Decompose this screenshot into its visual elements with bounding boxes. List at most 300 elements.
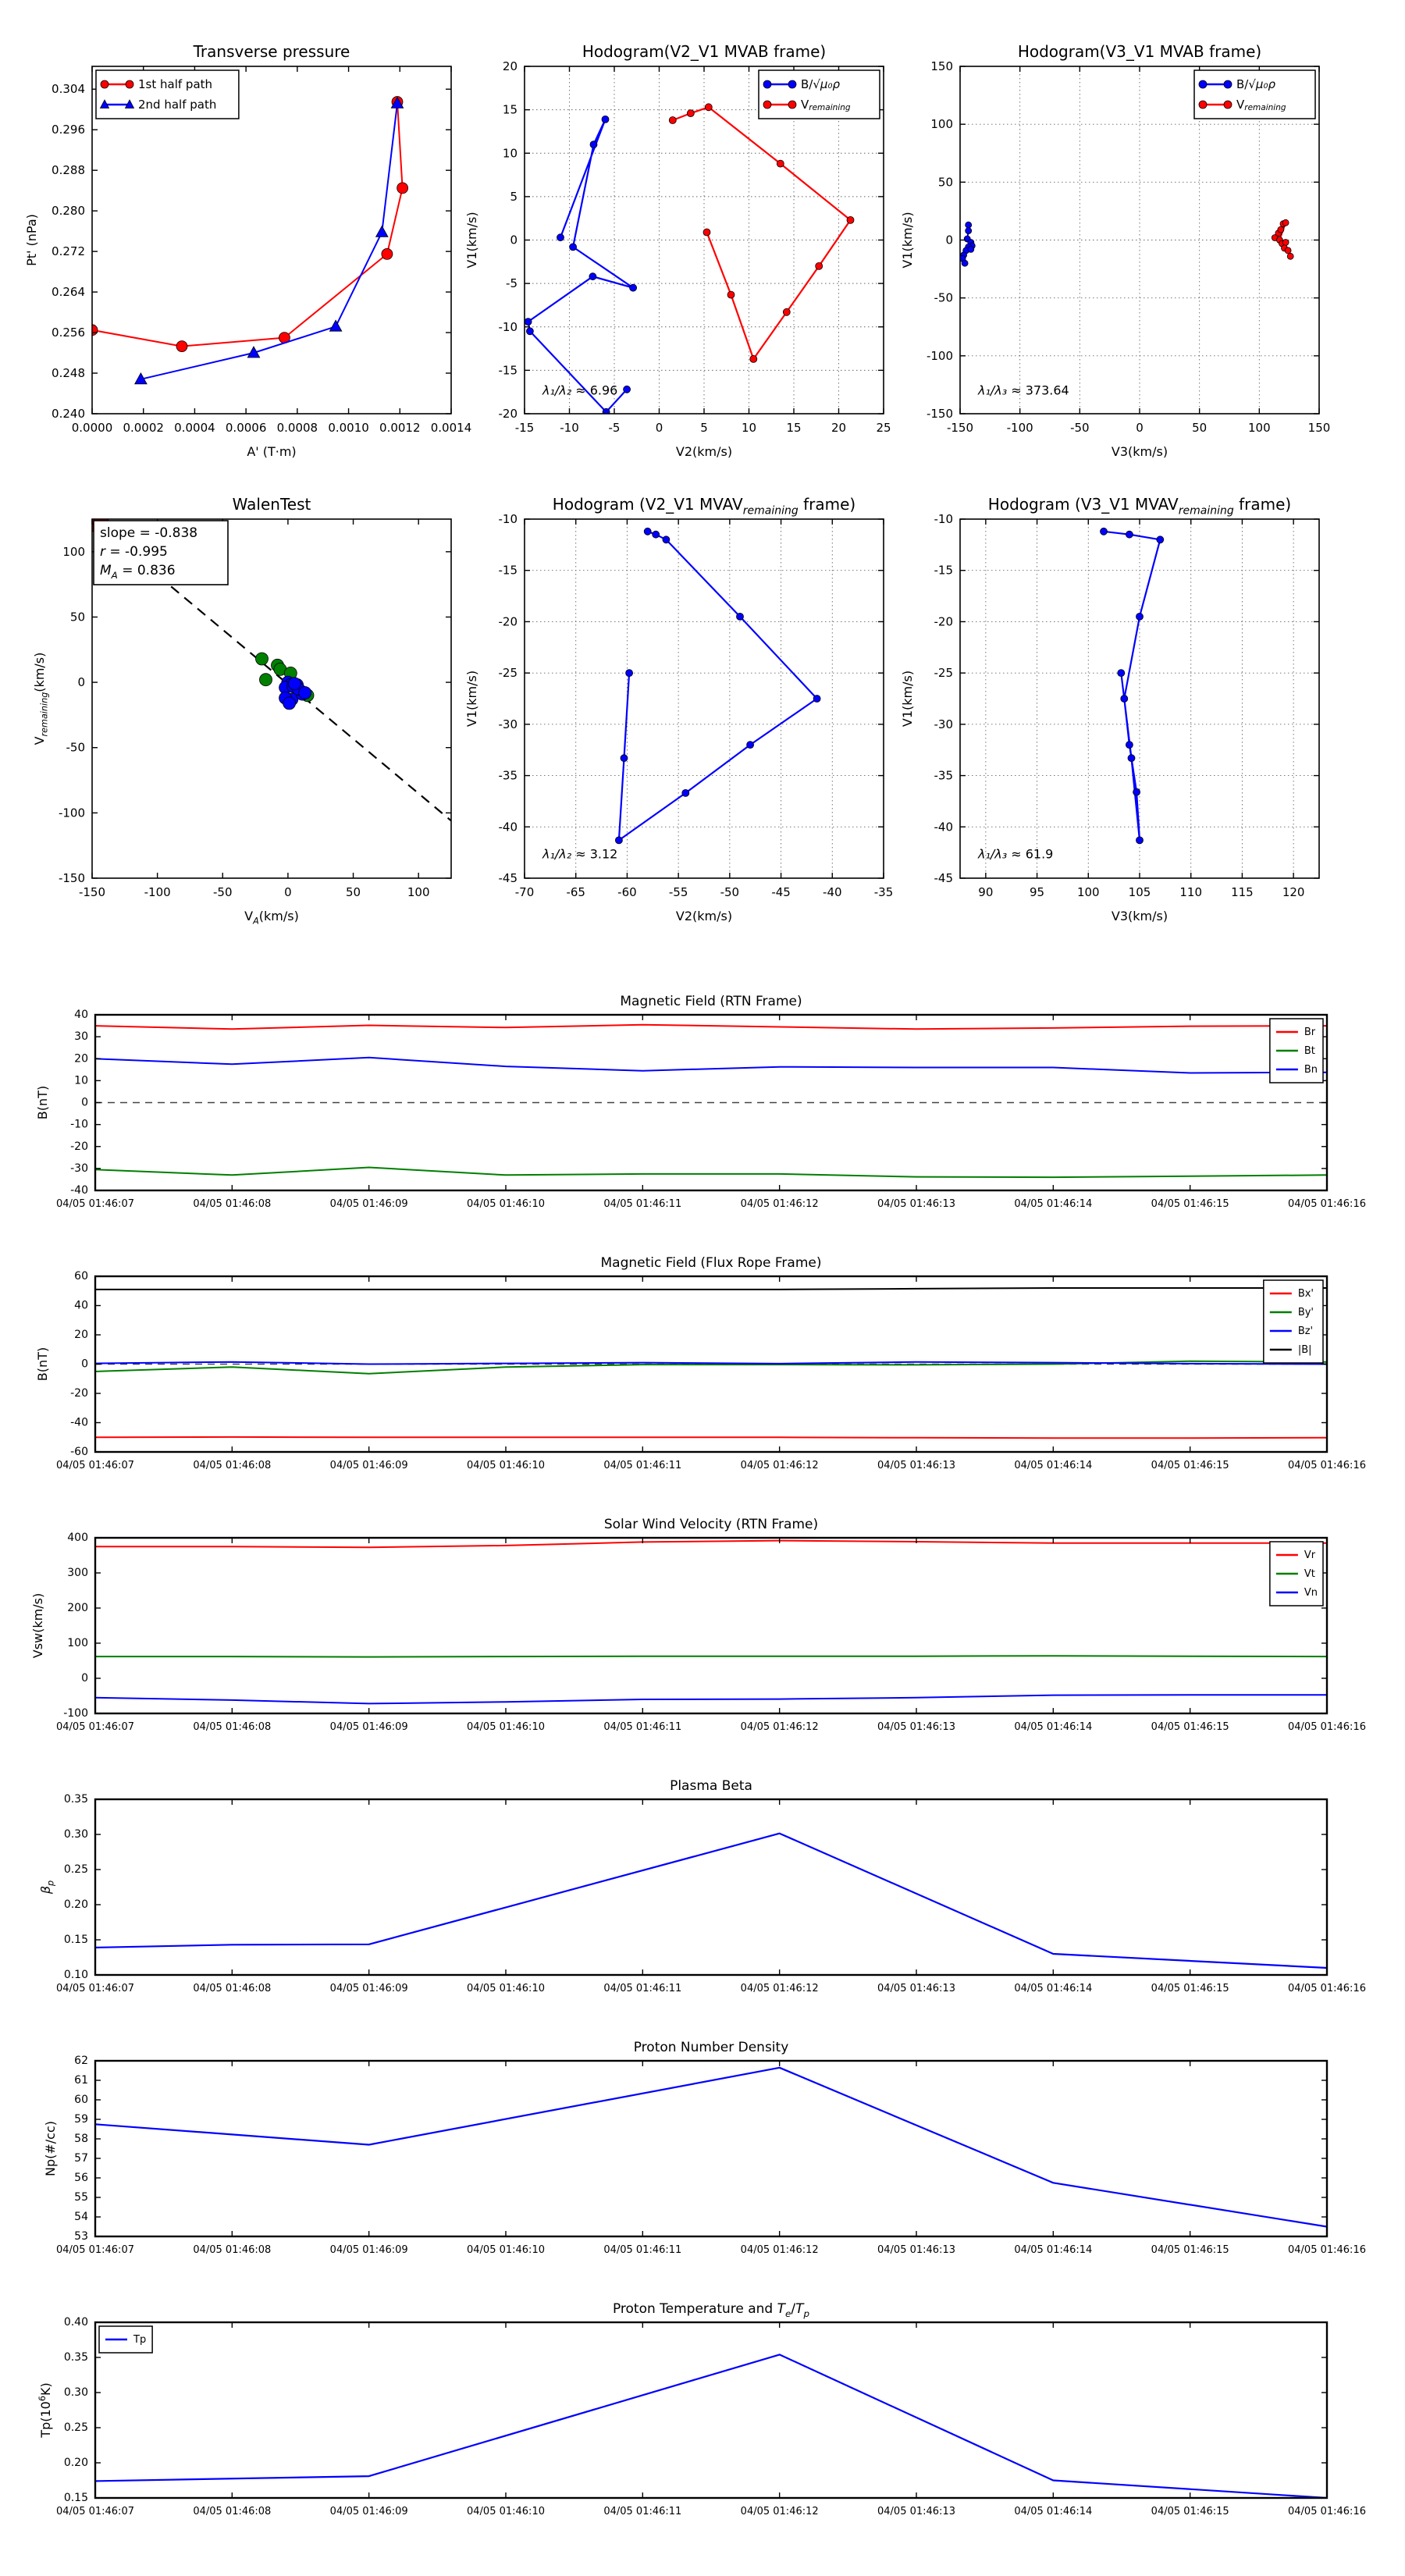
svg-text:|B|: |B| bbox=[1297, 1343, 1312, 1356]
hodogram-v2v1-mvab-series-b-over-sqrt-mu0rho bbox=[525, 116, 637, 415]
solar-wind-velocity-legend bbox=[1270, 1542, 1323, 1606]
hodogram-v3v1-mvab-title: Hodogram(V3_V1 MVAB frame) bbox=[1017, 42, 1262, 61]
svg-text:04/05 01:46:11: 04/05 01:46:11 bbox=[603, 1721, 682, 1733]
svg-text:r = -0.995: r = -0.995 bbox=[100, 544, 168, 560]
proton-temperature-axes-box bbox=[95, 2322, 1327, 2498]
hodogram-v2v1-mvab-plot bbox=[464, 42, 891, 459]
walen-test-ylabel: $V_{remaining}(km/s)$ bbox=[32, 652, 50, 745]
svg-text:100: 100 bbox=[407, 885, 430, 899]
proton-temperature-title: Proton Temperature and $T_e/T_p$ bbox=[612, 2301, 810, 2319]
svg-text:30: 30 bbox=[74, 1030, 88, 1044]
plasma-beta-ylabel: $\beta_p$ bbox=[38, 1880, 56, 1895]
svg-text:04/05 01:46:12: 04/05 01:46:12 bbox=[740, 1721, 819, 1733]
svg-text:04/05 01:46:11: 04/05 01:46:11 bbox=[603, 1198, 682, 1210]
svg-text:04/05 01:46:09: 04/05 01:46:09 bbox=[329, 1721, 408, 1733]
svg-text:0: 0 bbox=[77, 675, 85, 690]
svg-text:150: 150 bbox=[1307, 421, 1331, 435]
svg-text:10: 10 bbox=[741, 421, 757, 435]
magnetic-field-fluxrope-series-B-magnitude bbox=[95, 1288, 1327, 1290]
svg-text:0.20: 0.20 bbox=[63, 1898, 88, 1911]
svg-text:100: 100 bbox=[67, 1637, 88, 1649]
svg-text:04/05 01:46:13: 04/05 01:46:13 bbox=[877, 2506, 955, 2517]
magnetic-field-rtn-plot bbox=[35, 994, 1366, 1210]
hodogram-v3v1-mvab-plot bbox=[900, 42, 1330, 459]
svg-text:04/05 01:46:07: 04/05 01:46:07 bbox=[56, 2244, 134, 2256]
svg-text:04/05 01:46:14: 04/05 01:46:14 bbox=[1014, 1460, 1093, 1471]
hodogram-v3v1-mvav-series-velocity-path bbox=[1101, 528, 1164, 844]
svg-text:04/05 01:46:08: 04/05 01:46:08 bbox=[193, 2506, 272, 2517]
svg-text:-60: -60 bbox=[70, 1446, 88, 1458]
transverse-pressure-ylabel: Pt' (nPa) bbox=[24, 214, 39, 266]
proton-number-density-ticks bbox=[56, 2055, 1366, 2256]
svg-text:-20: -20 bbox=[934, 614, 953, 629]
magnetic-field-rtn-ticks bbox=[56, 1009, 1366, 1210]
svg-text:04/05 01:46:07: 04/05 01:46:07 bbox=[56, 1983, 134, 1994]
svg-text:04/05 01:46:10: 04/05 01:46:10 bbox=[467, 2244, 545, 2256]
svg-text:04/05 01:46:15: 04/05 01:46:15 bbox=[1151, 1460, 1229, 1471]
svg-text:60: 60 bbox=[74, 1270, 88, 1283]
svg-text:04/05 01:46:14: 04/05 01:46:14 bbox=[1014, 1721, 1093, 1733]
hodogram-v3v1-mvav-annotation: λ₁/λ₃ ≈ 61.9 bbox=[978, 846, 1054, 862]
svg-text:60: 60 bbox=[74, 2094, 88, 2106]
svg-text:04/05 01:46:15: 04/05 01:46:15 bbox=[1151, 1198, 1229, 1210]
svg-text:04/05 01:46:14: 04/05 01:46:14 bbox=[1014, 1983, 1093, 1994]
magnetic-field-fluxrope-ylabel: B(nT) bbox=[35, 1347, 50, 1382]
svg-text:0: 0 bbox=[510, 233, 518, 247]
hodogram-v3v1-mvab-annotation: λ₁/λ₃ ≈ 373.64 bbox=[978, 382, 1069, 398]
svg-text:04/05 01:46:13: 04/05 01:46:13 bbox=[877, 1721, 955, 1733]
svg-text:20: 20 bbox=[74, 1329, 88, 1341]
svg-text:0.0000: 0.0000 bbox=[71, 421, 113, 435]
svg-text:-35: -35 bbox=[934, 768, 953, 783]
svg-text:-45: -45 bbox=[934, 871, 953, 885]
svg-text:04/05 01:46:15: 04/05 01:46:15 bbox=[1151, 1721, 1229, 1733]
svg-text:0.240: 0.240 bbox=[52, 407, 85, 421]
svg-text:-60: -60 bbox=[617, 885, 637, 899]
svg-text:-10: -10 bbox=[498, 512, 518, 526]
svg-text:-100: -100 bbox=[144, 885, 171, 899]
svg-text:04/05 01:46:09: 04/05 01:46:09 bbox=[329, 1460, 408, 1471]
svg-text:By': By' bbox=[1297, 1306, 1314, 1318]
svg-text:-45: -45 bbox=[771, 885, 791, 899]
svg-text:-50: -50 bbox=[1070, 421, 1090, 435]
hodogram-v2v1-mvav-grid bbox=[525, 519, 884, 878]
hodogram-v2v1-mvav-plot bbox=[464, 495, 893, 923]
magnetic-field-rtn-ylabel: B(nT) bbox=[35, 1085, 50, 1120]
svg-text:-5: -5 bbox=[506, 276, 518, 291]
walen-test-plot bbox=[32, 495, 451, 927]
svg-text:04/05 01:46:12: 04/05 01:46:12 bbox=[740, 1198, 819, 1210]
svg-text:04/05 01:46:14: 04/05 01:46:14 bbox=[1014, 1198, 1093, 1210]
svg-text:120: 120 bbox=[1282, 885, 1305, 899]
svg-text:04/05 01:46:07: 04/05 01:46:07 bbox=[56, 1721, 134, 1733]
svg-text:-150: -150 bbox=[78, 885, 106, 899]
hodogram-v3v1-mvab-ylabel: V1(km/s) bbox=[900, 212, 915, 269]
svg-text:04/05 01:46:08: 04/05 01:46:08 bbox=[193, 1983, 272, 1994]
plasma-beta-ticks bbox=[56, 1793, 1366, 1994]
svg-text:0.0012: 0.0012 bbox=[379, 421, 421, 435]
svg-text:50: 50 bbox=[345, 885, 361, 899]
svg-text:-30: -30 bbox=[934, 717, 953, 731]
svg-text:0: 0 bbox=[81, 1357, 88, 1371]
solar-wind-velocity-ylabel: Vsw(km/s) bbox=[30, 1592, 45, 1659]
svg-text:54: 54 bbox=[74, 2211, 88, 2223]
svg-text:2nd half path: 2nd half path bbox=[138, 98, 217, 112]
solar-wind-velocity-title: Solar Wind Velocity (RTN Frame) bbox=[603, 1517, 819, 1532]
svg-text:04/05 01:46:09: 04/05 01:46:09 bbox=[329, 1198, 408, 1210]
hodogram-v2v1-mvav-annotation: λ₁/λ₂ ≈ 3.12 bbox=[542, 846, 618, 862]
svg-text:10: 10 bbox=[74, 1074, 88, 1087]
svg-text:04/05 01:46:09: 04/05 01:46:09 bbox=[329, 2244, 408, 2256]
hodogram-v2v1-mvab-legend bbox=[759, 70, 880, 119]
svg-text:-35: -35 bbox=[498, 768, 518, 783]
svg-text:-40: -40 bbox=[823, 885, 842, 899]
svg-text:62: 62 bbox=[74, 2055, 88, 2067]
svg-text:-10: -10 bbox=[498, 319, 518, 334]
hodogram-v2v1-mvav-axes-box bbox=[525, 519, 884, 878]
svg-text:-15: -15 bbox=[498, 563, 518, 578]
svg-text:0.248: 0.248 bbox=[52, 366, 85, 381]
walen-test-stats-box bbox=[94, 521, 228, 585]
hodogram-v2v1-mvab-title: Hodogram(V2_V1 MVAB frame) bbox=[582, 42, 827, 61]
svg-text:04/05 01:46:11: 04/05 01:46:11 bbox=[603, 1983, 682, 1994]
transverse-pressure-ticks bbox=[52, 66, 471, 435]
solar-wind-velocity-plot bbox=[30, 1517, 1366, 1733]
svg-text:0.0002: 0.0002 bbox=[123, 421, 164, 435]
svg-text:0.20: 0.20 bbox=[63, 2457, 88, 2469]
svg-text:Bt: Bt bbox=[1304, 1044, 1315, 1057]
svg-text:Vn: Vn bbox=[1304, 1586, 1318, 1599]
svg-text:58: 58 bbox=[74, 2133, 88, 2145]
svg-text:0.10: 0.10 bbox=[63, 1969, 88, 1981]
proton-temperature-series-Tp bbox=[95, 2354, 1327, 2498]
svg-text:-20: -20 bbox=[70, 1387, 88, 1400]
svg-text:50: 50 bbox=[1192, 421, 1208, 435]
svg-text:Br: Br bbox=[1304, 1026, 1316, 1038]
svg-text:100: 100 bbox=[1076, 885, 1100, 899]
svg-text:20: 20 bbox=[831, 421, 847, 435]
svg-text:04/05 01:46:10: 04/05 01:46:10 bbox=[467, 1721, 545, 1733]
svg-text:110: 110 bbox=[1179, 885, 1203, 899]
svg-text:-40: -40 bbox=[70, 1184, 88, 1197]
svg-text:04/05 01:46:07: 04/05 01:46:07 bbox=[56, 2506, 134, 2517]
svg-text:0.280: 0.280 bbox=[52, 204, 85, 219]
svg-text:-150: -150 bbox=[58, 871, 85, 885]
svg-text:56: 56 bbox=[74, 2172, 88, 2184]
svg-text:04/05 01:46:11: 04/05 01:46:11 bbox=[603, 2244, 682, 2256]
svg-text:-100: -100 bbox=[63, 1707, 88, 1720]
magnetic-field-fluxrope-title: Magnetic Field (Flux Rope Frame) bbox=[600, 1255, 822, 1271]
svg-text:04/05 01:46:10: 04/05 01:46:10 bbox=[467, 1460, 545, 1471]
svg-text:0.0010: 0.0010 bbox=[328, 421, 369, 435]
svg-text:-30: -30 bbox=[70, 1162, 88, 1175]
svg-text:04/05 01:46:13: 04/05 01:46:13 bbox=[877, 2244, 955, 2256]
svg-text:Vremaining: $V_{remaining}$ bbox=[801, 98, 851, 113]
svg-text:0.0004: 0.0004 bbox=[174, 421, 215, 435]
proton-number-density-ylabel: Np(#/cc) bbox=[43, 2121, 58, 2176]
hodogram-v3v1-mvab-series-v-remaining bbox=[1272, 219, 1293, 259]
svg-text:-40: -40 bbox=[70, 1416, 88, 1429]
solar-wind-velocity-ticks bbox=[56, 1532, 1366, 1733]
hodogram-v3v1-mvav-xlabel: V3(km/s) bbox=[1111, 909, 1168, 923]
svg-text:04/05 01:46:16: 04/05 01:46:16 bbox=[1288, 2244, 1366, 2256]
hodogram-v2v1-mvab-annotation: λ₁/λ₂ ≈ 6.96 bbox=[542, 382, 618, 398]
svg-text:-45: -45 bbox=[498, 871, 518, 885]
svg-text:04/05 01:46:08: 04/05 01:46:08 bbox=[193, 1460, 272, 1471]
magnetic-field-fluxrope-ticks bbox=[56, 1270, 1366, 1471]
proton-number-density-axes-box bbox=[95, 2061, 1327, 2236]
svg-text:5: 5 bbox=[510, 189, 518, 204]
svg-text:-40: -40 bbox=[498, 820, 518, 834]
svg-text:55: 55 bbox=[74, 2191, 88, 2204]
svg-text:0: 0 bbox=[945, 233, 953, 247]
svg-text:-65: -65 bbox=[566, 885, 585, 899]
svg-text:300: 300 bbox=[67, 1567, 88, 1579]
svg-text:0.296: 0.296 bbox=[52, 123, 85, 137]
svg-text:0.288: 0.288 bbox=[52, 163, 85, 178]
svg-text:-50: -50 bbox=[213, 885, 233, 899]
transverse-pressure-series-2nd-half-path bbox=[135, 97, 404, 383]
walen-test-title: WalenTest bbox=[232, 495, 311, 514]
proton-temperature-plot bbox=[37, 2301, 1366, 2517]
hodogram-v3v1-mvab-series-b-over-sqrt-mu0rho bbox=[959, 222, 975, 266]
svg-text:04/05 01:46:16: 04/05 01:46:16 bbox=[1288, 1983, 1366, 1994]
transverse-pressure-title: Transverse pressure bbox=[193, 42, 350, 61]
svg-text:04/05 01:46:14: 04/05 01:46:14 bbox=[1014, 2244, 1093, 2256]
svg-text:-40: -40 bbox=[934, 820, 953, 834]
svg-text:Tp: Tp bbox=[133, 2333, 147, 2346]
svg-text:-15: -15 bbox=[514, 421, 535, 435]
proton-number-density-title: Proton Number Density bbox=[633, 2040, 789, 2055]
solar-wind-velocity-series-Vn bbox=[95, 1695, 1327, 1703]
svg-text:04/05 01:46:12: 04/05 01:46:12 bbox=[740, 1460, 819, 1471]
svg-text:59: 59 bbox=[74, 2113, 88, 2126]
svg-text:57: 57 bbox=[74, 2152, 88, 2165]
svg-text:-50: -50 bbox=[66, 740, 85, 755]
hodogram-v2v1-mvab-ylabel: V1(km/s) bbox=[464, 212, 479, 269]
hodogram-v3v1-mvav-plot bbox=[900, 495, 1319, 923]
svg-text:-5: -5 bbox=[608, 421, 621, 435]
svg-text:-10: -10 bbox=[560, 421, 579, 435]
svg-text:04/05 01:46:16: 04/05 01:46:16 bbox=[1288, 1721, 1366, 1733]
hodogram-v2v1-mvab-xlabel: V2(km/s) bbox=[675, 444, 733, 459]
svg-text:-10: -10 bbox=[70, 1118, 88, 1131]
svg-text:-50: -50 bbox=[934, 290, 953, 305]
hodogram-v2v1-mvav-ylabel: V1(km/s) bbox=[464, 670, 479, 728]
transverse-pressure-plot bbox=[24, 42, 471, 459]
svg-text:slope = -0.838: slope = -0.838 bbox=[100, 525, 198, 541]
svg-text:-70: -70 bbox=[514, 885, 535, 899]
hodogram-v2v1-mvav-title: Hodogram (V2_V1 $MVAV_{remaining}$ frame) bbox=[552, 495, 856, 518]
plasma-beta-title: Plasma Beta bbox=[670, 1778, 752, 1794]
svg-text:0.40: 0.40 bbox=[63, 2316, 88, 2329]
svg-text:04/05 01:46:16: 04/05 01:46:16 bbox=[1288, 1198, 1366, 1210]
hodogram-v3v1-mvab-legend bbox=[1194, 70, 1315, 119]
svg-text:53: 53 bbox=[74, 2230, 88, 2243]
svg-text:0: 0 bbox=[655, 421, 663, 435]
svg-text:-20: -20 bbox=[498, 407, 518, 421]
svg-text:40: 40 bbox=[74, 1299, 88, 1312]
svg-text:Bx': Bx' bbox=[1297, 1287, 1314, 1300]
svg-text:04/05 01:46:15: 04/05 01:46:15 bbox=[1151, 2244, 1229, 2256]
svg-text:-30: -30 bbox=[498, 717, 518, 731]
svg-text:0.304: 0.304 bbox=[52, 82, 85, 97]
svg-text:MA = 0.836: $M_A = 0.836$ bbox=[100, 563, 176, 581]
svg-text:-150: -150 bbox=[946, 421, 974, 435]
svg-text:-55: -55 bbox=[668, 885, 688, 899]
svg-text:04/05 01:46:16: 04/05 01:46:16 bbox=[1288, 2506, 1366, 2517]
svg-text:04/05 01:46:15: 04/05 01:46:15 bbox=[1151, 2506, 1229, 2517]
svg-text:100: 100 bbox=[1248, 421, 1271, 435]
svg-text:04/05 01:46:09: 04/05 01:46:09 bbox=[329, 1983, 408, 1994]
svg-text:200: 200 bbox=[67, 1602, 88, 1614]
svg-text:100: 100 bbox=[930, 117, 953, 132]
magnetic-field-rtn-title: Magnetic Field (RTN Frame) bbox=[620, 994, 802, 1009]
svg-text:0.30: 0.30 bbox=[63, 2386, 88, 2399]
svg-text:04/05 01:46:12: 04/05 01:46:12 bbox=[740, 2244, 819, 2256]
svg-text:04/05 01:46:13: 04/05 01:46:13 bbox=[877, 1983, 955, 1994]
magnetic-field-rtn-series-Bn bbox=[95, 1058, 1327, 1073]
svg-text:95: 95 bbox=[1030, 885, 1045, 899]
svg-text:04/05 01:46:10: 04/05 01:46:10 bbox=[467, 1198, 545, 1210]
svg-text:0.35: 0.35 bbox=[63, 2351, 88, 2364]
svg-text:-100: -100 bbox=[1006, 421, 1033, 435]
plasma-beta-plot bbox=[38, 1778, 1366, 1994]
svg-text:04/05 01:46:16: 04/05 01:46:16 bbox=[1288, 1460, 1366, 1471]
transverse-pressure-series-1st-half-path bbox=[87, 97, 408, 352]
svg-text:04/05 01:46:09: 04/05 01:46:09 bbox=[329, 2506, 408, 2517]
svg-text:04/05 01:46:08: 04/05 01:46:08 bbox=[193, 1721, 272, 1733]
svg-text:-10: -10 bbox=[934, 512, 953, 526]
svg-text:150: 150 bbox=[930, 59, 953, 73]
svg-text:20: 20 bbox=[502, 59, 518, 73]
svg-text:04/05 01:46:07: 04/05 01:46:07 bbox=[56, 1460, 134, 1471]
svg-text:-35: -35 bbox=[873, 885, 894, 899]
svg-text:04/05 01:46:11: 04/05 01:46:11 bbox=[603, 2506, 682, 2517]
svg-text:04/05 01:46:12: 04/05 01:46:12 bbox=[740, 1983, 819, 1994]
svg-text:0.0006: 0.0006 bbox=[225, 421, 267, 435]
svg-text:61: 61 bbox=[74, 2074, 88, 2087]
solar-wind-velocity-axes-box bbox=[95, 1538, 1327, 1713]
svg-text:0.35: 0.35 bbox=[63, 1793, 88, 1806]
svg-text:0.272: 0.272 bbox=[52, 244, 85, 259]
svg-text:50: 50 bbox=[69, 610, 85, 624]
svg-text:0.25: 0.25 bbox=[63, 2421, 88, 2434]
svg-text:400: 400 bbox=[67, 1532, 88, 1544]
proton-number-density-plot bbox=[43, 2040, 1366, 2256]
svg-text:-20: -20 bbox=[70, 1140, 88, 1153]
svg-text:25: 25 bbox=[876, 421, 891, 435]
svg-text:04/05 01:46:14: 04/05 01:46:14 bbox=[1014, 2506, 1093, 2517]
plasma-beta-axes-box bbox=[95, 1799, 1327, 1975]
plasma-beta-series-beta-p bbox=[95, 1834, 1327, 1968]
svg-text:04/05 01:46:15: 04/05 01:46:15 bbox=[1151, 1983, 1229, 1994]
svg-text:15: 15 bbox=[786, 421, 802, 435]
svg-text:50: 50 bbox=[937, 175, 953, 190]
svg-text:15: 15 bbox=[502, 102, 518, 117]
svg-text:Bz': Bz' bbox=[1297, 1325, 1314, 1337]
svg-text:100: 100 bbox=[62, 544, 85, 559]
svg-text:-100: -100 bbox=[58, 806, 85, 820]
hodogram-v2v1-mvav-xlabel: V2(km/s) bbox=[675, 909, 733, 923]
svg-text:0.15: 0.15 bbox=[63, 2492, 88, 2504]
proton-number-density-series-Np bbox=[95, 2068, 1327, 2227]
svg-text:04/05 01:46:10: 04/05 01:46:10 bbox=[467, 1983, 545, 1994]
svg-text:0: 0 bbox=[81, 1672, 88, 1685]
svg-text:90: 90 bbox=[978, 885, 994, 899]
svg-text:0: 0 bbox=[284, 885, 292, 899]
svg-text:0.15: 0.15 bbox=[63, 1934, 88, 1946]
magnetic-field-rtn-series-Br bbox=[95, 1025, 1327, 1030]
svg-text:0.256: 0.256 bbox=[52, 326, 85, 340]
svg-text:-150: -150 bbox=[926, 407, 953, 421]
hodogram-v3v1-mvab-xlabel: V3(km/s) bbox=[1111, 444, 1168, 459]
magnetic-field-rtn-series-Bt bbox=[95, 1168, 1327, 1178]
svg-text:0: 0 bbox=[81, 1096, 88, 1109]
svg-text:0: 0 bbox=[1136, 421, 1144, 435]
svg-text:105: 105 bbox=[1128, 885, 1151, 899]
svg-text:04/05 01:46:12: 04/05 01:46:12 bbox=[740, 2506, 819, 2517]
svg-text:-25: -25 bbox=[498, 666, 518, 681]
solar-wind-velocity-series-Vr bbox=[95, 1541, 1327, 1548]
svg-text:04/05 01:46:10: 04/05 01:46:10 bbox=[467, 2506, 545, 2517]
svg-text:40: 40 bbox=[74, 1009, 88, 1021]
hodogram-v3v1-mvav-ylabel: V1(km/s) bbox=[900, 670, 915, 728]
proton-temperature-ylabel: $Tp(10^6K)$ bbox=[37, 2382, 53, 2438]
svg-text:-100: -100 bbox=[926, 348, 953, 363]
svg-text:04/05 01:46:11: 04/05 01:46:11 bbox=[603, 1460, 682, 1471]
transverse-pressure-legend bbox=[96, 70, 239, 119]
svg-text:B/√μ₀ρ: B/√μ₀ρ bbox=[801, 77, 840, 91]
svg-text:0.264: 0.264 bbox=[52, 285, 85, 300]
svg-text:04/05 01:46:13: 04/05 01:46:13 bbox=[877, 1460, 955, 1471]
hodogram-v2v1-mvab-series-v-remaining bbox=[669, 104, 854, 363]
svg-text:10: 10 bbox=[502, 146, 518, 161]
svg-text:-20: -20 bbox=[498, 614, 518, 629]
magnetic-field-fluxrope-series-Bx-prime bbox=[95, 1437, 1327, 1438]
magnetic-field-fluxrope-plot bbox=[35, 1255, 1366, 1471]
walen-test-series-blue-points bbox=[279, 676, 311, 710]
svg-text:Vt: Vt bbox=[1304, 1567, 1315, 1580]
svg-text:5: 5 bbox=[700, 421, 708, 435]
magnetic-field-fluxrope-legend bbox=[1264, 1280, 1323, 1363]
svg-text:0.25: 0.25 bbox=[63, 1863, 88, 1876]
svg-text:115: 115 bbox=[1231, 885, 1254, 899]
svg-text:04/05 01:46:08: 04/05 01:46:08 bbox=[193, 1198, 272, 1210]
transverse-pressure-xlabel: A' (T·m) bbox=[247, 444, 297, 459]
hodogram-v3v1-mvav-grid bbox=[960, 519, 1319, 878]
hodogram-v2v1-mvav-series-velocity-path bbox=[615, 528, 820, 844]
svg-text:04/05 01:46:13: 04/05 01:46:13 bbox=[877, 1198, 955, 1210]
svg-text:Vr: Vr bbox=[1304, 1549, 1316, 1561]
svg-text:Bn: Bn bbox=[1304, 1063, 1318, 1076]
svg-text:0.0014: 0.0014 bbox=[430, 421, 472, 435]
svg-text:0.0008: 0.0008 bbox=[276, 421, 318, 435]
svg-text:-15: -15 bbox=[498, 363, 518, 378]
svg-text:20: 20 bbox=[74, 1052, 88, 1066]
svg-text:B/√μ₀ρ: B/√μ₀ρ bbox=[1236, 77, 1275, 91]
svg-text:Vremaining: $V_{remaining}$ bbox=[1236, 98, 1286, 113]
svg-text:04/05 01:46:08: 04/05 01:46:08 bbox=[193, 2244, 272, 2256]
svg-text:-50: -50 bbox=[720, 885, 740, 899]
magnetic-field-rtn-legend bbox=[1270, 1019, 1323, 1083]
svg-text:04/05 01:46:07: 04/05 01:46:07 bbox=[56, 1198, 134, 1210]
proton-temperature-legend bbox=[99, 2326, 152, 2353]
svg-text:-25: -25 bbox=[934, 666, 953, 681]
walen-test-xlabel: $V_A(km/s)$ bbox=[244, 909, 299, 927]
svg-text:0.30: 0.30 bbox=[63, 1828, 88, 1841]
svg-text:-15: -15 bbox=[934, 563, 953, 578]
